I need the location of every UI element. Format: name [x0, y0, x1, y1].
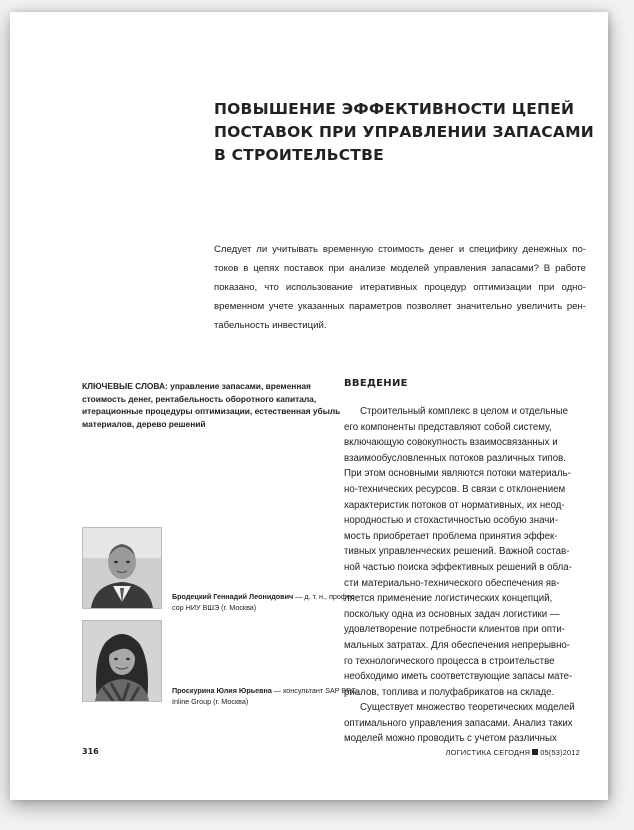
abstract-line: Следует ли учитывать временную стоимость денег и специфику денежных по- [214, 244, 586, 255]
body-line: взаимообусловленных потоков различных типов. [344, 452, 566, 464]
abstract-line: временном учете указанных параметров позволяет значительно увеличить рен- [214, 301, 586, 312]
body-line: При этом основными являются потоки материаль- [344, 468, 571, 480]
journal-name: ЛОГИСТИКА СЕГОДНЯ [445, 748, 531, 757]
body-line: моделей можно проводить с учетом различных [344, 733, 557, 745]
author-line [172, 686, 359, 697]
title-line: ПОВЫШЕНИЕ ЭФФЕКТИВНОСТИ ЦЕПЕЙ [214, 100, 575, 118]
author-affiliation: сор НИУ ВШЭ (г. Москва) [172, 602, 257, 612]
keywords-line: итерационные процедуры оптимизации, естественная убыль [82, 406, 341, 416]
keywords-line: КЛЮЧЕВЫЕ СЛОВА: управление запасами, временная [82, 381, 311, 391]
body-line: но-технических ресурсов. В связи с отклонением [344, 483, 566, 495]
author-name: Проскурина Юлия Юрьевна [172, 686, 272, 695]
author-portrait-image [83, 621, 161, 701]
body-line: удовлетворение потребности клиентов при опти- [344, 624, 566, 636]
square-separator-icon [532, 749, 538, 755]
journal-page [10, 12, 608, 800]
title-line: В СТРОИТЕЛЬСТВЕ [214, 146, 384, 164]
body-line: включающую совокупность взаимосвязанных и [344, 437, 558, 449]
author-title: — консультант SAP BPC, [271, 686, 359, 695]
body-line: риалов, топлива и полуфабрикатов на складе. [344, 686, 555, 698]
article-title [214, 98, 594, 167]
page-number: 316 [82, 747, 99, 756]
author-photo [82, 527, 162, 609]
body-line: его компоненты представляют собой систему, [344, 421, 552, 433]
author-title: — д. т. н., профес- [293, 592, 357, 601]
body-line: го технологического процесса в строительстве [344, 655, 555, 667]
journal-issue: 05(53)2012 [540, 748, 580, 757]
body-line: ной частью поиска эффективных решений в обла- [344, 561, 572, 573]
author-line [172, 592, 357, 603]
abstract [214, 240, 586, 335]
author-affiliation: Inline Group (г. Москва) [172, 696, 249, 706]
body-line: характеристик потоков от нормативных, их неод- [344, 499, 565, 511]
body-line: мость приобретает проблема принятия эффек- [344, 530, 558, 542]
author-name: Бродецкий Геннадий Леонидович [172, 592, 294, 601]
body-line: тивных управленческих решений. Важной состав- [344, 546, 570, 558]
body-line: нородностью и стохастичностью особую значи- [344, 515, 558, 527]
journal-footer [446, 748, 580, 757]
author-info [172, 592, 357, 613]
section-heading: ВВЕДЕНИЕ [344, 378, 408, 389]
title-line: ПОСТАВОК ПРИ УПРАВЛЕНИИ ЗАПАСАМИ [214, 123, 594, 141]
keywords-line: материалов, дерево решений [82, 418, 206, 429]
abstract-line: токов в цепях поставок при анализе моделей управления запасами? В работе [214, 263, 586, 274]
body-line: Существует множество теоретических моделей [360, 702, 575, 714]
author-info [172, 686, 359, 707]
body-line: оптимального управления запасами. Анализ таких [344, 717, 573, 729]
body-line: мальных затратах. Для обеспечения непрерывно- [344, 639, 571, 651]
body-line: необходимо иметь соответствующие запасы мате- [344, 671, 573, 683]
author-portrait-image [83, 528, 161, 608]
body-line: поскольку одна из основных задач логистики — [344, 608, 560, 620]
keywords-line: стоимость денег, рентабельность оборотного капитала, [82, 393, 317, 404]
author-photo [82, 620, 162, 702]
body-line: сти материально-технического обеспечения яв- [344, 577, 560, 589]
abstract-line: табельность инвестиций. [214, 320, 327, 331]
body-text [344, 404, 592, 747]
body-line: ляется применение логистических концепций, [344, 593, 553, 605]
abstract-line: показано, что использование итеративных процедур оптимизации при одно- [214, 282, 586, 293]
body-line: Строительный комплекс в целом и отдельные [360, 406, 569, 417]
keywords [82, 380, 341, 430]
